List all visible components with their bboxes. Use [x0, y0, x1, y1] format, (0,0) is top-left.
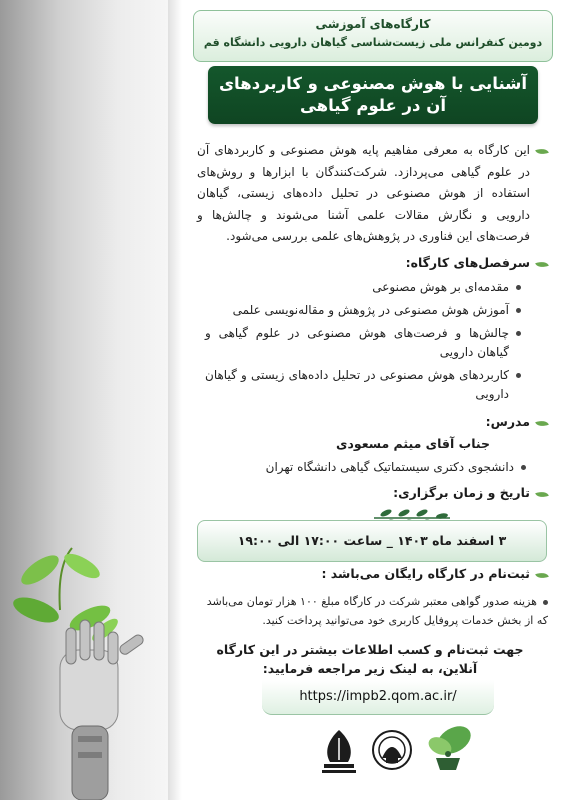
- title-line-2: آن در علوم گیاهی: [299, 96, 447, 115]
- intro-paragraph: این کارگاه به معرفی مفاهیم پایه هوش مصنوعی و کاربردهای آن در علوم گیاهی می‌پردازد. شرکت‌کنندگان با ابزارها و روش‌های استفاده از هوش مصنوعی در تحلیل داده‌های زیستی، گیاهان دارویی و نگارش مقالات علمی آشنا می‌شوند و چالش‌ها و فرصت‌های این فناوری در پژوهش‌های علمی بررسی می‌شود.: [197, 143, 530, 243]
- outline-list: [205, 278, 523, 408]
- list-item: کاربردهای هوش مصنوعی در تحلیل داده‌های زیستی و گیاهان دارویی: [205, 366, 523, 404]
- medicinal-plants-logo-icon: [418, 722, 478, 776]
- registration-link[interactable]: https://impb2.qom.ac.ir/: [262, 680, 494, 715]
- leaf-bullet-icon: [535, 489, 549, 500]
- registration-cta: جهت ثبت‌نام و کسب اطلاعات بیشتر در این کارگاه آنلاین، به لینک زیر مراجعه فرمایید:: [216, 642, 524, 676]
- teacher-heading: مدرس:: [485, 414, 530, 429]
- outline-heading: سرفصل‌های کارگاه:: [405, 255, 530, 270]
- header-kicker: کارگاه‌های آموزشی: [315, 17, 431, 31]
- fee-note-text: هزینه صدور گواهی معتبر شرکت در کارگاه مبلغ ۱۰۰ هزار تومان می‌باشد که از بخش خدمات پروفایل کاربری خود می‌توانید پرداخت کنید.: [206, 595, 548, 627]
- panel-divider: [168, 0, 182, 800]
- header-conference: دومین کنفرانس ملی زیست‌شناسی گیاهان دارویی دانشگاه قم: [203, 36, 543, 49]
- schedule-heading: تاریخ و زمان برگزاری:: [393, 485, 530, 500]
- list-item: چالش‌ها و فرصت‌های هوش مصنوعی در علوم گیاهی و گیاهان دارویی: [205, 324, 523, 362]
- teacher-affiliation-list: [248, 458, 528, 481]
- leaf-bullet-icon: [535, 259, 549, 270]
- list-item: آموزش هوش مصنوعی در پژوهش و مقاله‌نویسی علمی: [205, 301, 523, 320]
- leaf-bullet-icon: [535, 146, 549, 157]
- conference-header: [193, 10, 553, 62]
- title-line-1: آشنایی با هوش مصنوعی و کاربردهای: [218, 74, 528, 93]
- registration-heading: ثبت‌نام در کارگاه رایگان می‌باشد :: [321, 566, 530, 581]
- bullet-dot: [543, 600, 548, 605]
- list-item: مقدمه‌ای بر هوش مصنوعی: [205, 278, 523, 297]
- teacher-affiliation: دانشجوی دکتری سیستماتیک گیاهی دانشگاه تهران: [248, 458, 528, 477]
- conference-emblem-icon: [370, 726, 414, 776]
- robotic-hand-with-plant-illustration: [0, 540, 170, 800]
- workshop-title-banner: [208, 66, 538, 124]
- leaf-bullet-icon: [535, 570, 549, 581]
- qom-university-logo-icon: [318, 728, 360, 776]
- schedule-box: ۳ اسفند ماه ۱۴۰۳ _ ساعت ۱۷:۰۰ الی ۱۹:۰۰: [197, 520, 547, 562]
- leaf-bullet-icon: [535, 418, 549, 429]
- teacher-name: جناب آقای میثم مسعودی: [335, 436, 490, 451]
- fee-note: [198, 592, 548, 630]
